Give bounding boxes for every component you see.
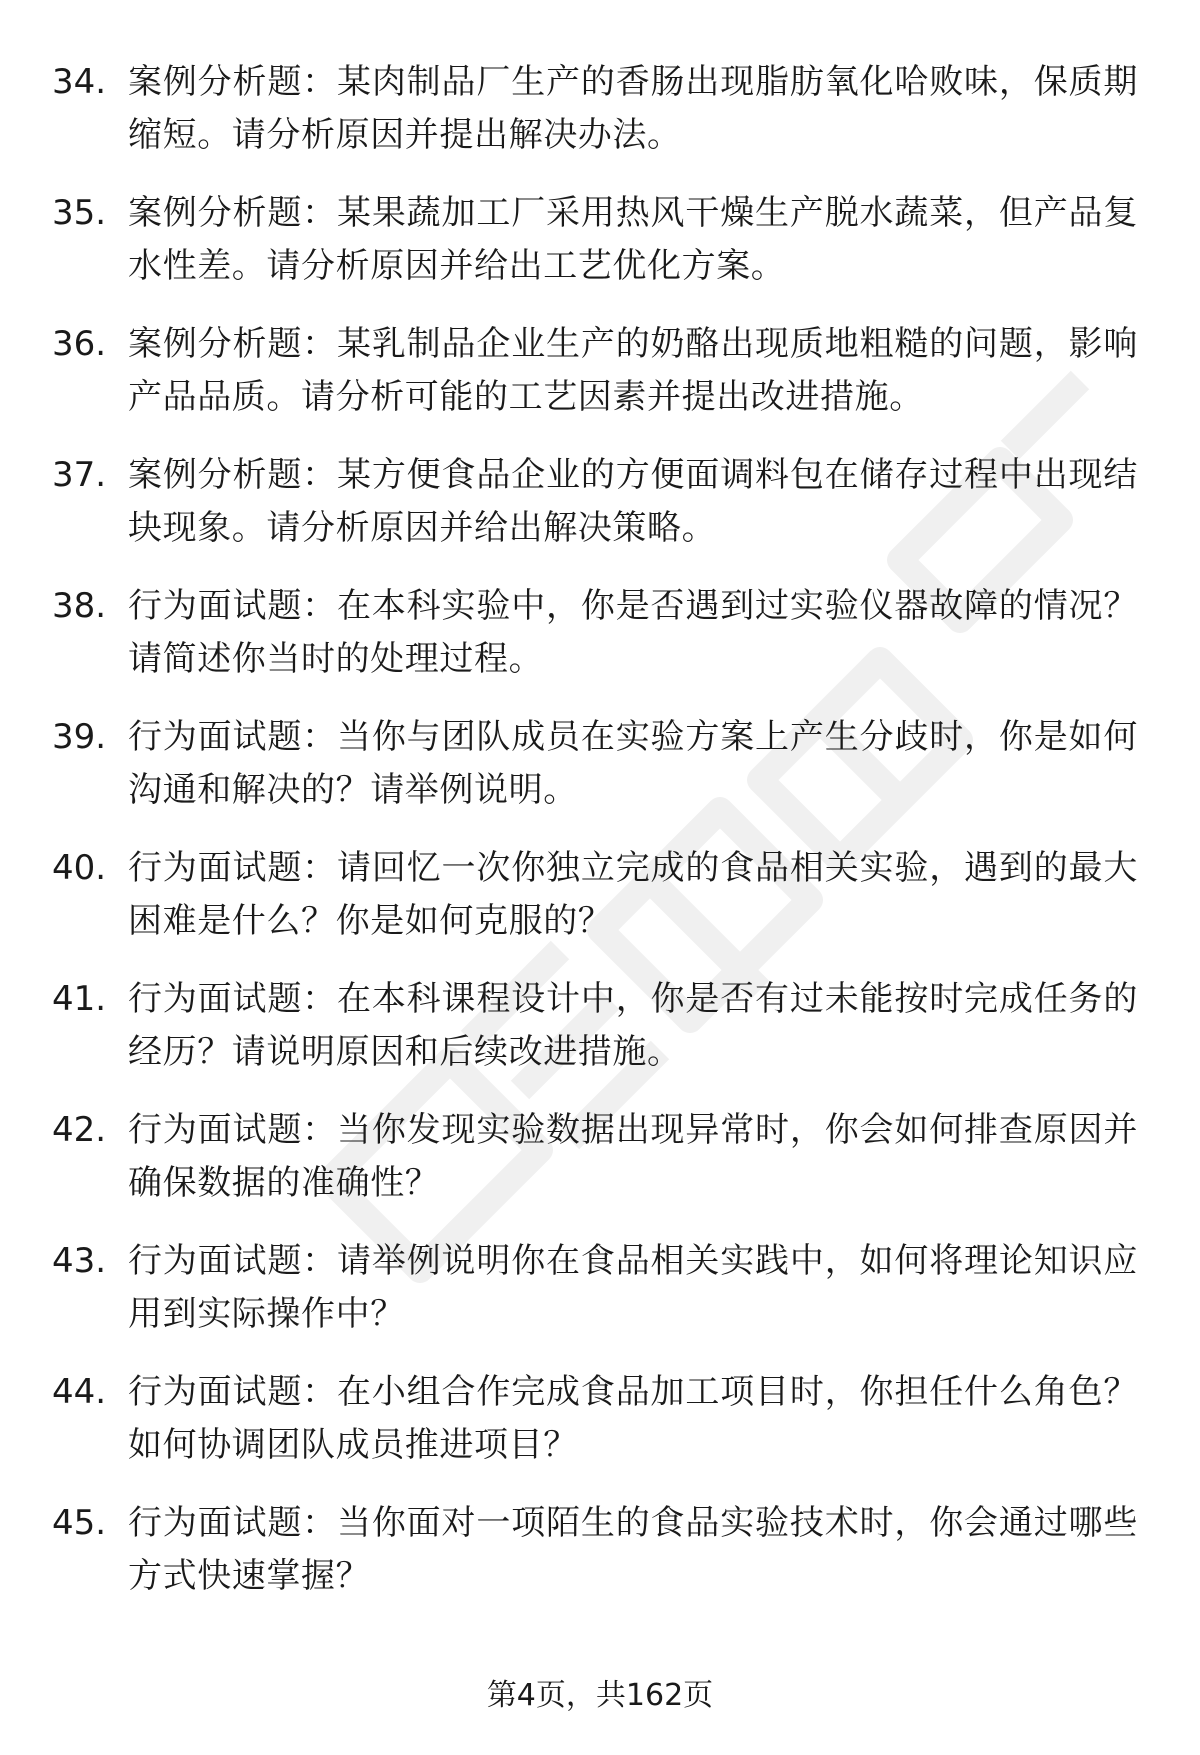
question-text: 行为面试题：当你发现实验数据出现异常时，你会如何排查原因并确保数据的准确性？ [128,1110,1138,1203]
question-number: 36. [52,324,107,364]
question-item [0,56,1200,187]
question-text: 行为面试题：请举例说明你在食品相关实践中，如何将理论知识应用到实际操作中？ [128,1241,1138,1334]
question-text: 案例分析题：某方便食品企业的方便面调料包在储存过程中出现结块现象。请分析原因并给出解决策略。 [128,455,1138,548]
question-item [0,973,1200,1104]
question-item [0,1497,1200,1628]
question-item [0,842,1200,973]
question-text: 行为面试题：请回忆一次你独立完成的食品相关实验，遇到的最大困难是什么？你是如何克服的？ [128,848,1138,941]
question-number: 40. [52,848,107,888]
question-number: 44. [52,1372,107,1412]
question-item [0,449,1200,580]
question-list [0,56,1200,1628]
question-item [0,318,1200,449]
question-text: 案例分析题：某肉制品厂生产的香肠出现脂肪氧化哈败味，保质期缩短。请分析原因并提出解决办法。 [128,62,1138,155]
question-text: 行为面试题：当你与团队成员在实验方案上产生分歧时，你是如何沟通和解决的？请举例说明。 [128,717,1138,810]
question-text: 行为面试题：当你面对一项陌生的食品实验技术时，你会通过哪些方式快速掌握？ [128,1503,1138,1596]
question-text: 案例分析题：某果蔬加工厂采用热风干燥生产脱水蔬菜，但产品复水性差。请分析原因并给出工艺优化方案。 [128,193,1138,286]
question-number: 42. [52,1110,107,1150]
question-item [0,711,1200,842]
question-number: 39. [52,717,107,757]
question-number: 38. [52,586,107,626]
question-text: 行为面试题：在本科实验中，你是否遇到过实验仪器故障的情况？请简述你当时的处理过程。 [128,586,1138,679]
question-item [0,1104,1200,1235]
question-text: 案例分析题：某乳制品企业生产的奶酪出现质地粗糙的问题，影响产品品质。请分析可能的工艺因素并提出改进措施。 [128,324,1138,417]
question-number: 43. [52,1241,107,1281]
page-footer: 第4页，共162页 [486,1678,714,1713]
question-number: 45. [52,1503,107,1543]
question-number: 37. [52,455,107,495]
question-text: 行为面试题：在小组合作完成食品加工项目时，你担任什么角色？如何协调团队成员推进项目？ [128,1372,1138,1465]
question-item [0,187,1200,318]
question-item [0,580,1200,711]
question-item [0,1235,1200,1366]
question-number: 34. [52,62,107,102]
question-item [0,1366,1200,1497]
question-text: 行为面试题：在本科课程设计中，你是否有过未能按时完成任务的经历？请说明原因和后续改进措施。 [128,979,1138,1072]
question-number: 41. [52,979,107,1019]
question-number: 35. [52,193,107,233]
